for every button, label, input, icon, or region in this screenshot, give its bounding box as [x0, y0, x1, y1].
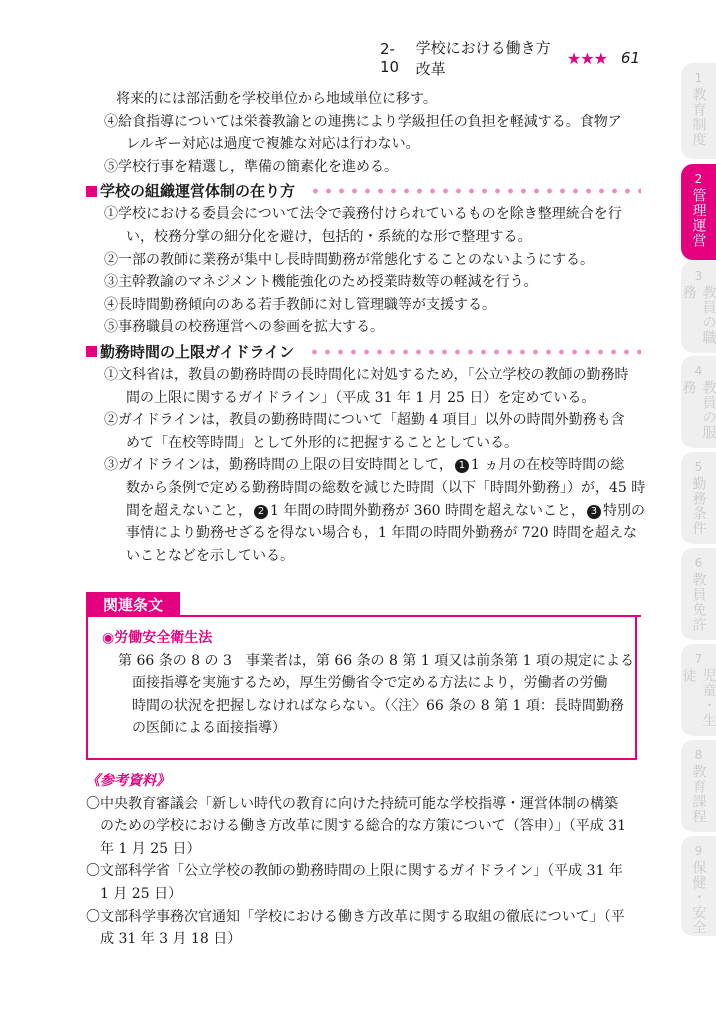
text-line: ①学校における委員会について法令で義務付けられているものを除き整理統合を行 — [104, 206, 622, 223]
text-line — [86, 454, 641, 477]
main-content — [86, 88, 646, 567]
text-line: 1 月 25 日） — [100, 885, 183, 902]
related-articles-tab: 関連条文 — [86, 592, 180, 616]
text-line: レルギー対応は過度で複雑な対応は行わない。 — [126, 136, 420, 153]
chapter-number: 7 — [694, 652, 703, 666]
heading-square-icon — [86, 186, 97, 197]
chapter-label: 管理運営 — [690, 188, 707, 248]
text-line: 〇文部科学事務次官通知「学校における働き方改革に関する取組の徹底について」（平 — [86, 908, 625, 925]
chapter-tab-7[interactable] — [681, 644, 716, 736]
chapter-number: 5 — [694, 460, 703, 474]
text-fragment: 1 ヵ月の在校等時間の総 — [470, 457, 625, 474]
text-line: 事情により勤務せざるを得ない場合も，1 年間の時間外勤務が 720 時間を超えな — [126, 525, 637, 542]
chapter-tab-6[interactable] — [681, 548, 716, 640]
related-articles-box — [86, 617, 637, 760]
chapter-label: 教育課程 — [690, 764, 707, 824]
chapter-number: 4 — [694, 364, 703, 378]
text-fragment: 特別の — [602, 502, 645, 519]
text-line: の医師による面接指導） — [132, 720, 286, 737]
text-line: 年 1 月 25 日） — [100, 840, 201, 857]
heading-square-icon — [86, 346, 97, 357]
text-line: ③主幹教諭のマネジメント機能強化のため授業時数等の軽減を行う。 — [104, 274, 538, 291]
text-line: 成 31 年 3 月 18 日） — [100, 931, 242, 948]
text-line: 数から条例で定める勤務時間の総数を減じた時間（以下「時間外勤務」）が，45 時 — [126, 479, 646, 496]
chapter-label: 児童・生徒 — [680, 668, 716, 728]
chapter-tab-9[interactable] — [681, 836, 716, 936]
text-fragment: ③ガイドラインは，勤務時間の上限の目安時間として， — [104, 457, 453, 474]
text-line: ①文科省は，教員の勤務時間の長時間化に対処するため，「公立学校の教師の勤務時 — [104, 366, 629, 383]
section-heading — [86, 180, 641, 202]
text-fragment: 1 年間の時間外勤務が 360 時間を超えないこと， — [270, 502, 585, 519]
chapter-number: 8 — [694, 748, 703, 762]
heading-text: 学校の組織運営体制の在り方 — [100, 182, 296, 201]
importance-stars: ★★★ — [566, 48, 607, 68]
chapter-tab-8[interactable] — [681, 740, 716, 832]
section-heading — [86, 341, 641, 363]
chapter-tab-5[interactable] — [681, 452, 716, 544]
text-line: ②一部の教師に業務が集中し長時間勤務が常態化することのないようにする。 — [104, 251, 594, 268]
text-line: 将来的には部活動を学校単位から地域単位に移す。 — [116, 91, 437, 107]
text-line: ②ガイドラインは，教員の勤務時間について「超勤 4 項目」以外の時間外勤務も含 — [104, 412, 625, 429]
text-line — [86, 500, 645, 523]
text-line: 〇文部科学省「公立学校の教師の勤務時間の上限に関するガイドライン」（平成 31 年 — [86, 863, 623, 880]
text-line: い，校務分掌の細分化を避け，包括的・系統的な形で整理する。 — [126, 228, 532, 245]
circled-number-2: 2 — [254, 505, 268, 519]
text-line: のための学校における働き方改革に関する総合的な方策について（答申）」（平成 31 — [100, 818, 626, 835]
text-line: めて「在校等時間」として外形的に把握することとしている。 — [126, 434, 518, 451]
chapter-number: 2 — [694, 172, 703, 186]
chapter-tab-1[interactable] — [681, 63, 716, 159]
chapter-tab-3[interactable] — [681, 261, 716, 353]
text-line: ④長時間勤務傾向のある若手教師に対し管理職等が支援する。 — [104, 296, 496, 313]
law-title: ◉労働安全衛生法 — [102, 630, 213, 646]
chapter-label: 教員免許 — [690, 572, 707, 632]
chapter-label: 勤務条件 — [690, 476, 707, 536]
references-title: 《参考資料》 — [86, 773, 170, 789]
section-number: 2-10 — [380, 40, 400, 76]
dotted-rule — [309, 188, 641, 194]
chapter-label: 教育制度 — [690, 87, 707, 147]
text-line: 〇中央教育審議会「新しい時代の教育に向けた持続可能な学校指導・運営体制の構築 — [86, 795, 618, 812]
circled-number-3: 3 — [587, 505, 601, 519]
circled-number-1: 1 — [455, 459, 469, 473]
text-line: 第 66 条の 8 の 3 事業者は，第 66 条の 8 第 1 項又は前条第 1 項の規定による — [118, 652, 635, 669]
chapter-number: 6 — [694, 556, 703, 570]
chapter-number: 1 — [694, 71, 703, 85]
text-line: ⑤学校行事を精選し，準備の簡素化を進める。 — [104, 158, 398, 175]
chapter-label: 保健・安全 — [690, 860, 707, 935]
references — [86, 770, 646, 951]
chapter-number: 9 — [694, 844, 703, 858]
running-header — [380, 39, 640, 78]
text-line: ④給食指導については栄養教諭との連携により学級担任の負担を軽減する。食物ア — [104, 113, 622, 130]
page-number: 61 — [620, 49, 640, 67]
chapter-number: 3 — [694, 269, 703, 283]
section-title: 学校における働き方改革 — [415, 39, 551, 78]
chapter-label: 教員の服務 — [680, 380, 716, 440]
dotted-rule — [308, 349, 641, 355]
text-line: 時間の状況を把握しなければならない。（〈注〉66 条の 8 第 1 項：長時間勤務 — [132, 697, 624, 714]
chapter-tab-4[interactable] — [681, 356, 716, 448]
text-line: ⑤事務職員の校務運営への参画を拡大する。 — [104, 319, 384, 336]
text-fragment: 間を超えないこと， — [126, 502, 252, 519]
chapter-tab-2[interactable] — [681, 164, 716, 260]
text-line: 面接指導を実施するため，厚生労働省令で定める方法により，労働者の労働 — [132, 675, 608, 692]
heading-text: 勤務時間の上限ガイドライン — [100, 342, 295, 361]
text-line: いことなどを示している。 — [126, 547, 294, 564]
chapter-label: 教員の職務 — [680, 285, 716, 345]
text-line: 間の上限に関するガイドライン」（平成 31 年 1 月 25 日）を定めている。 — [126, 389, 596, 406]
